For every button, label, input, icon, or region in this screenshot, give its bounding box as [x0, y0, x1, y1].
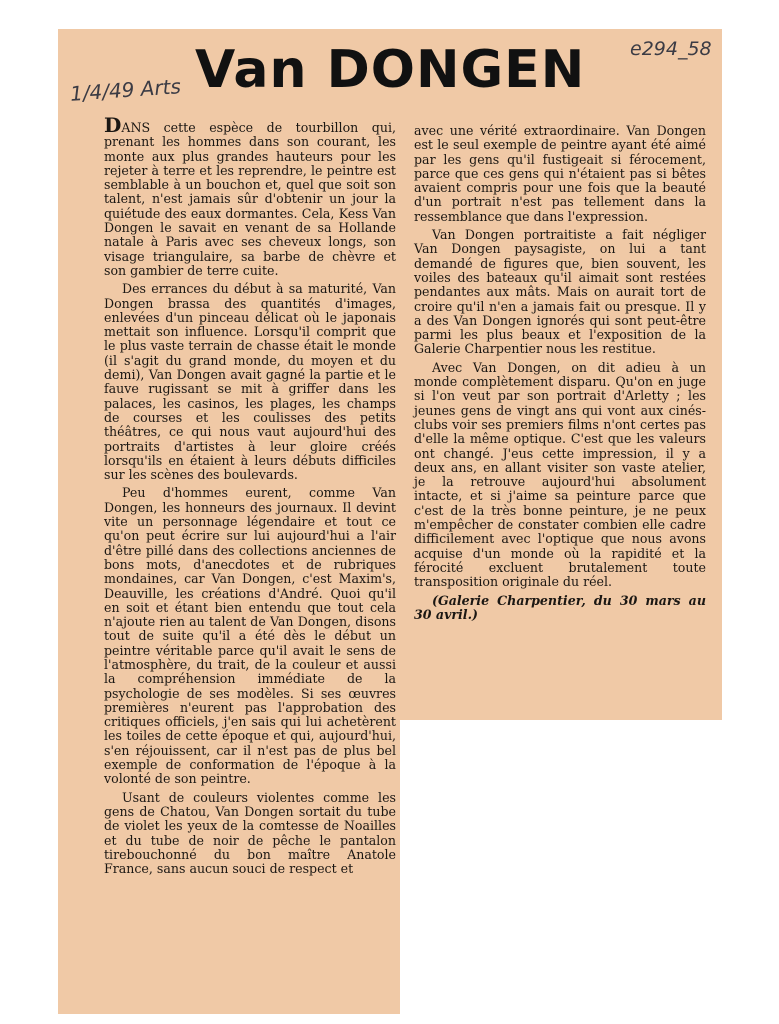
article-column-left [104, 113, 396, 880]
archive-reference: e294_58 [630, 38, 712, 60]
paragraph: Usant de couleurs violentes comme les gens de Chatou, Van Dongen sortait du tube de violet les yeux de la comtesse de Noailles et du tube de noir de pêche le pantalon tirebouchonné du bon maître Anatole France, sans aucun souci de respect et [104, 789, 396, 877]
paragraph: Des errances du début à sa maturité, Van Dongen brassa des quantités d'images, enlevées d'un pinceau délicat où le japonais mettait son influence. Lorsqu'il comprit que le plus vaste terrain de chasse était le monde (il s'agit du grand monde, du moyen et du demi), Van Dongen avait gagné la partie et le fauve rugissant se mit à griffer dans les palaces, les casinos, les plages, les champs de courses et les coulisses des petits théâtres, ce qui nous vaut aujourd'hui des portraits d'artistes à leur gloire créés lorsqu'ils en étaient à leurs débuts difficiles sur les scènes des boulevards. [104, 281, 396, 483]
paragraph: Van Dongen portraitiste a fait négliger Van Dongen paysagiste, on lui a tant demandé de figures que, bien souvent, les voiles des bateaux qu'il aimait sont restées pendantes aux mâts. Mais on aurait tort de croire qu'il n'en a jamais fait ou presque. Il y a des Van Dongen ignorés qui sont peut-être parmi les plus beaux et l'exposition de la Galerie Charpentier nous les restitue. [414, 227, 706, 357]
drop-cap: D [104, 113, 122, 137]
handwritten-date: 1/4/49 Arts [69, 74, 182, 106]
headline: Van DONGEN [195, 40, 586, 100]
article-column-right [414, 124, 706, 626]
paragraph: Peu d'hommes eurent, comme Van Dongen, les honneurs des journaux. Il devint vite un personnage légendaire et tout ce qu'on peut écrire sur lui aujourd'hui a l'air d'être pillé dans des collections anciennes de bons mots, d'anecdotes et de rubriques mondaines, car Van Dongen, c'est Maxim's, Deauville, les créations d'André. Quoi qu'il en soit et étant bien entendu que tout cela n'ajoute rien au talent de Van Dongen, disons tout de suite qu'il a été dès le début un peintre véritable parce qu'il avait le sens de l'atmosphère, du trait, de la couleur et aussi la compréhension immédiate de la psychologie de ses modèles. Si ses œuvres premières n'eurent pas l'approbation des critiques officiels, j'en sais qui lui achetèrent les toiles de cette époque et qui, aujourd'hui, s'en réjouissent, car il n'est pas de plus bel exemple de conformation de l'époque à la volonté de son peintre. [104, 485, 396, 787]
exhibition-caption: (Galerie Charpentier, du 30 mars au 30 avril.) [414, 592, 706, 622]
paragraph: Avec Van Dongen, on dit adieu à un monde complètement disparu. Qu'on en juge si l'on veut par son portrait d'Arletty ; les jeunes gens de vingt ans qui vont aux cinés-clubs voir ses premiers films n'ont certes pas d'elle la même optique. C'est que les valeurs ont changé. J'eus cette impression, il y a deux ans, en allant visiter son vaste atelier, je la retrouve aujourd'hui absolument intacte, et si j'aime sa peinture parce que c'est de la très bonne peinture, je ne peux m'empêcher de constater combien elle cadre difficilement avec l'optique que nous avons acquise d'un monde où la rapidité et la férocité excluent brutalement toute transposition originale du réel. [414, 359, 706, 590]
paragraph-text: ANS cette espèce de tourbillon qui, prenant les hommes dans son courant, les monte aux plus grandes hauteurs pour les rejeter à terre et les reprendre, le peintre est semblable à un bouchon et, quel que soit son talent, n'est jamais sûr d'obtenir un jour la quiétude des eaux dormantes. Cela, Kess Van Dongen le savait en venant de sa Hollande natale à Paris avec ses cheveux longs, son visage triangulaire, sa barbe de chèvre et son gambier de terre cuite. [104, 120, 396, 278]
paragraph [104, 113, 396, 278]
paragraph: avec une vérité extraordinaire. Van Dongen est le seul exemple de peintre ayant été aimé par les gens qu'il fustigeait si férocement, parce que ces gens qui n'étaient pas si bêtes avaient compris pour une fois que la beauté d'un portrait n'est pas tellement dans la ressemblance que dans l'expression. [414, 123, 706, 224]
